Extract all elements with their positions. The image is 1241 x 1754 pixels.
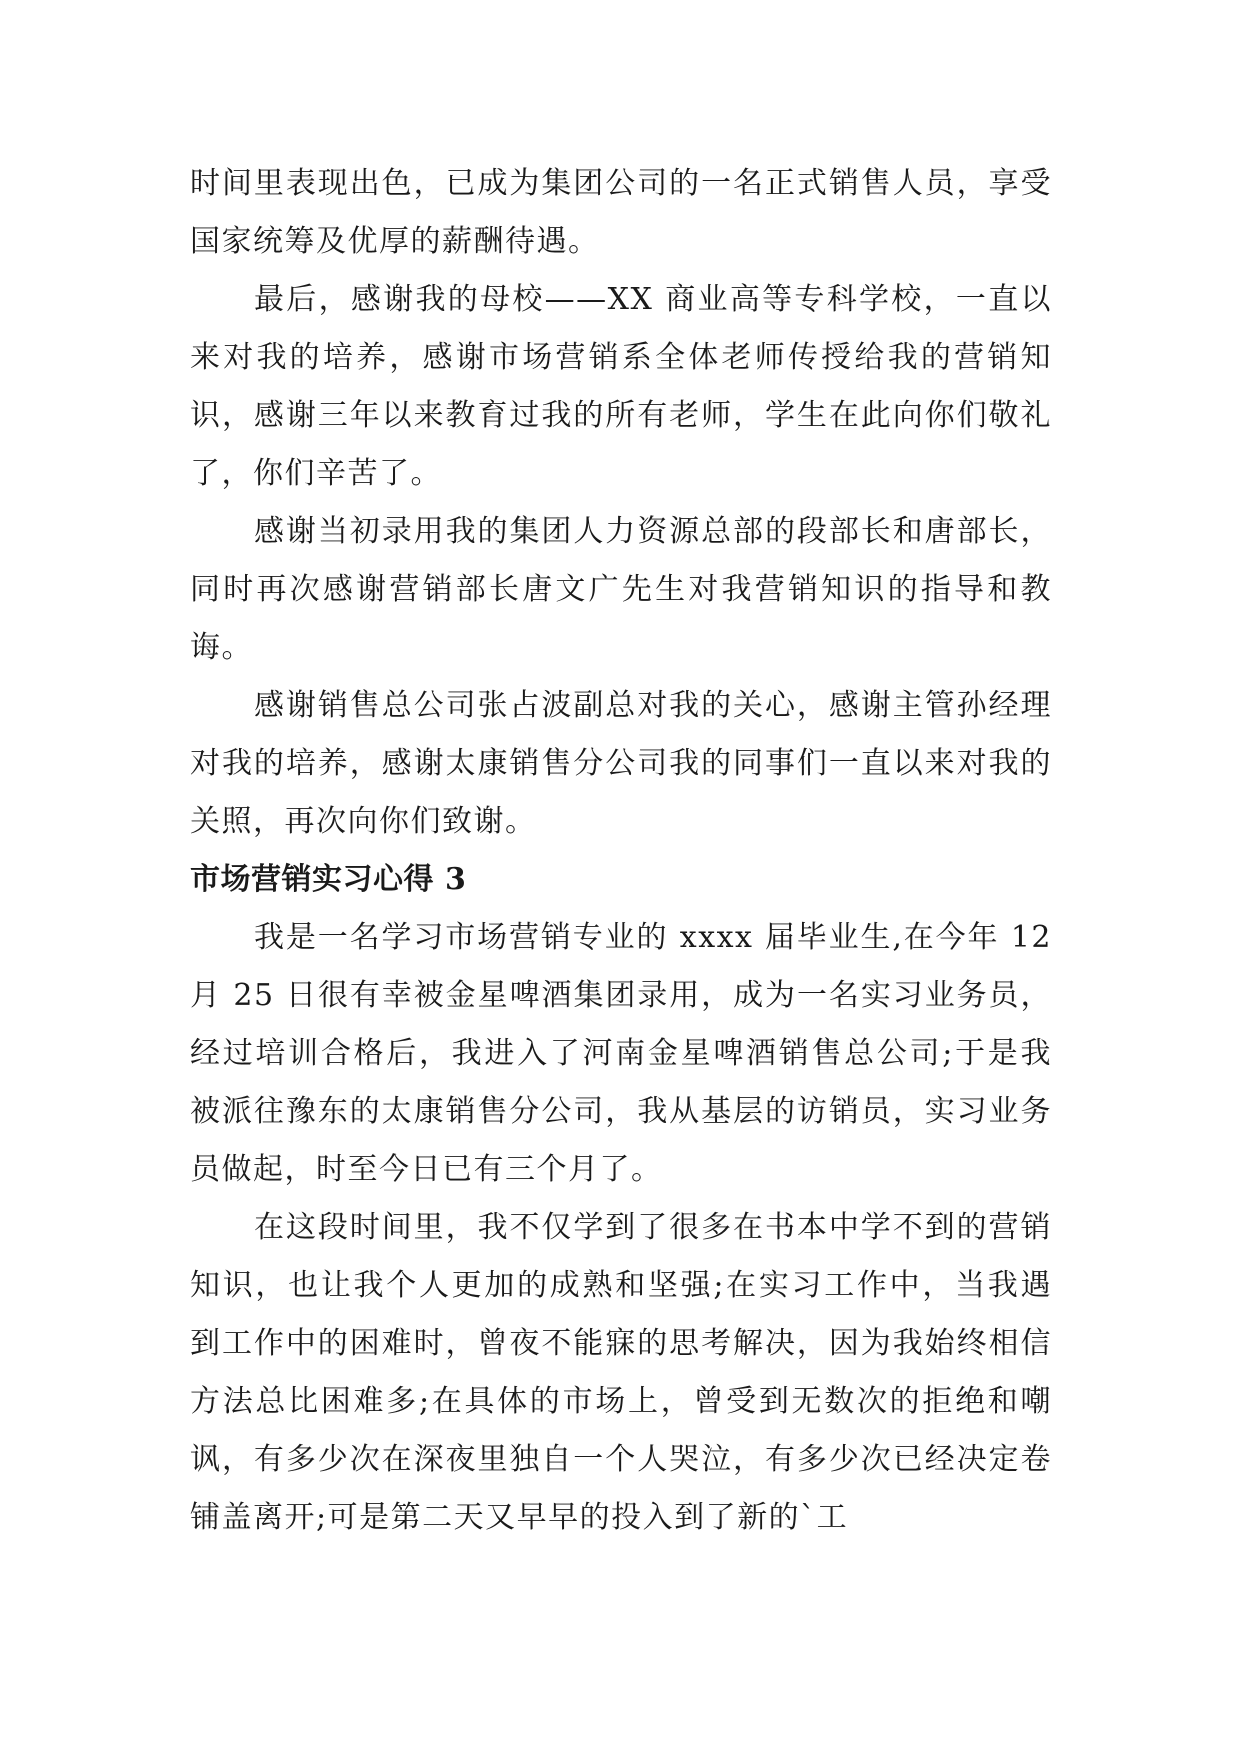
section-heading: 市场营销实习心得 3 [190,862,467,897]
paragraph-continuation: 时间里表现出色，已成为集团公司的一名正式销售人员，享受国家统筹及优厚的薪酬待遇。 [190,166,1052,259]
document-body [190,155,1052,1547]
paragraph-intro: 我是一名学习市场营销专业的 xxxx 届毕业生,在今年 12 月 25 日很有幸被金星啤酒集团录用，成为一名实习业务员，经过培训合格后，我进入了河南金星啤酒销售总公司;于是我被派往豫东的太康销售分公司，我从基层的访销员，实习业务员做起，时至今日已有三个月了。 [190,920,1052,1187]
paragraph-experience: 在这段时间里，我不仅学到了很多在书本中学不到的营销知识，也让我个人更加的成熟和坚强;在实习工作中，当我遇到工作中的困难时，曾夜不能寐的思考解决，因为我始终相信方法总比困难多;在具体的市场上，曾受到无数次的拒绝和嘲讽，有多少次在深夜里独自一个人哭泣，有多少次已经决定卷铺盖离开;可是第二天又早早的投入到了新的`工 [190,1210,1052,1535]
paragraph-thanks-hr: 感谢当初录用我的集团人力资源总部的段部长和唐部长，同时再次感谢营销部长唐文广先生对我营销知识的指导和教诲。 [190,514,1052,665]
paragraph-thanks-school: 最后，感谢我的母校——XX 商业高等专科学校，一直以来对我的培养，感谢市场营销系全体老师传授给我的营销知识，感谢三年以来教育过我的所有老师，学生在此向你们敬礼了，你们辛苦了。 [190,282,1052,491]
paragraph-thanks-sales: 感谢销售总公司张占波副总对我的关心，感谢主管孙经理对我的培养，感谢太康销售分公司我的同事们一直以来对我的关照，再次向你们致谢。 [190,688,1052,839]
